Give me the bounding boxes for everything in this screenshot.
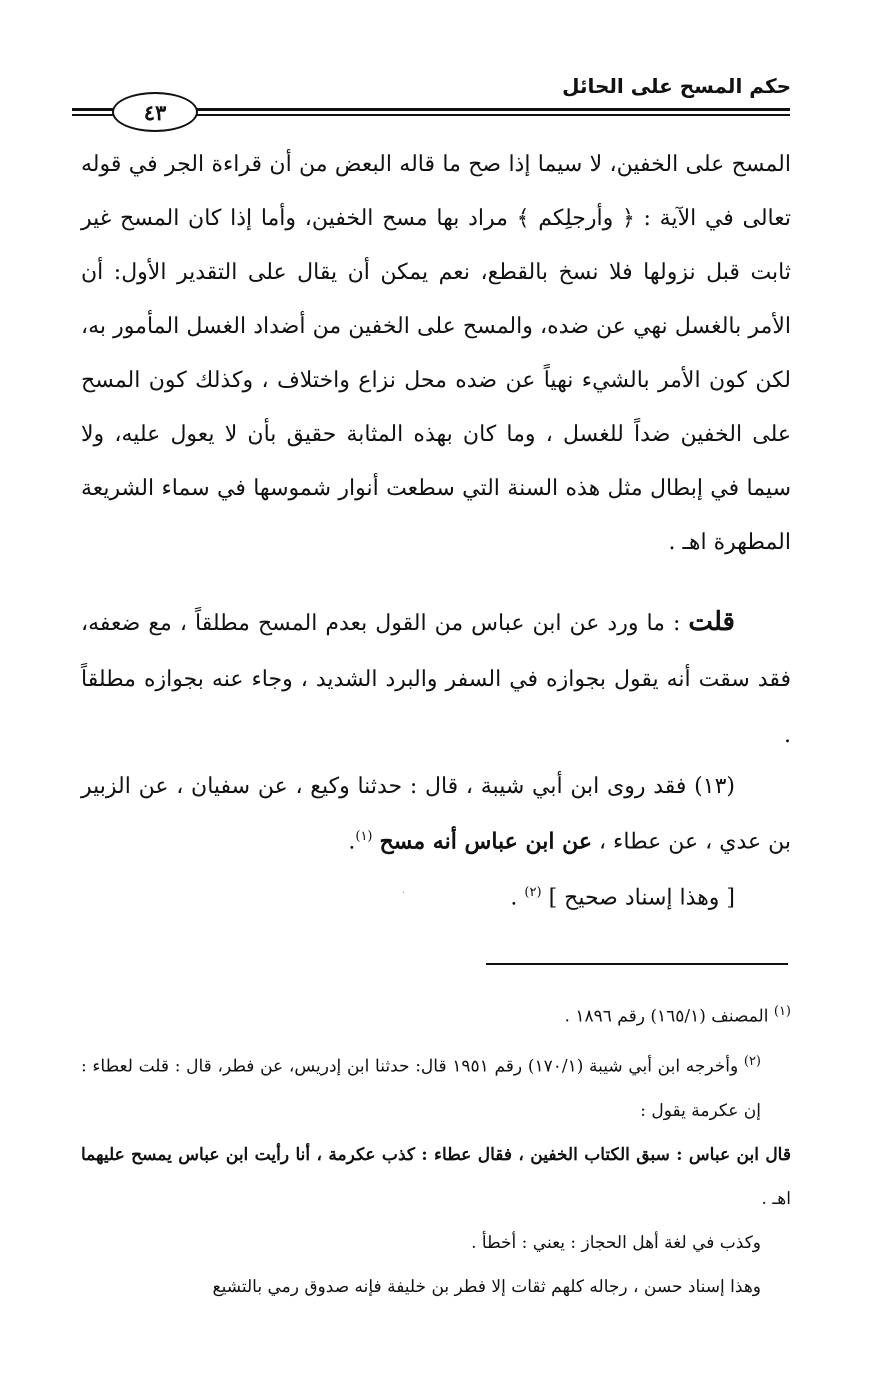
- footnote-2-quote: [81, 1133, 791, 1221]
- footnote-2-note: وكذب في لغة أهل الحجاز : يعني : أخطأ .: [471, 1232, 761, 1253]
- paragraph-4-end: .: [510, 885, 525, 911]
- paragraph-2: [81, 594, 791, 764]
- paragraph-3-bold: عن ابن عباس أنه مسح: [379, 828, 592, 855]
- footnote-2-text: وأخرجه ابن أبي شيبة (١٧٠/١) رقم ١٩٥١ قال: حدثنا ابن إدريس، عن فطر، قال : قلت لعطاء : إن عكرمة يقول :: [81, 1056, 761, 1121]
- footnote-1-text: المصنف (١٦٥/١) رقم ١٨٩٦ .: [564, 1006, 774, 1027]
- footnote-separator: [486, 963, 788, 965]
- footnote-2-quote-end: اهـ .: [761, 1188, 791, 1209]
- paragraph-3: [81, 762, 791, 867]
- paragraph-2-text: : ما ورد عن ابن عباس من القول بعدم المسح مطلقاً ، مع ضعفه، فقد سقت أنه يقول بجوازه في السفر والبرد الشديد ، وجاء عنه بجوازه مطلقاً .: [81, 611, 791, 748]
- running-title: حكم المسح على الحائل: [562, 74, 791, 98]
- paragraph-2-lead: قلت: [688, 607, 735, 637]
- footnote-ref-2: (٢): [524, 885, 542, 900]
- paragraph-3-end: .: [348, 829, 356, 855]
- paragraph-4-text: [ وهذا إسناد صحيح ]: [548, 885, 735, 911]
- paragraph-4: [135, 868, 735, 923]
- footnote-2-mark: (٢): [743, 1054, 761, 1069]
- footnote-2-quote-bold: قال ابن عباس : سبق الكتاب الخفين ، فقال عطاء : كذب عكرمة ، أنا رأيت ابن عباس يمسح عليهما: [81, 1144, 791, 1165]
- ink-speck: ·: [402, 888, 406, 899]
- page-number-oval: [112, 92, 198, 132]
- page-number: ٤٣: [143, 99, 167, 125]
- footnote-2-line-1: [81, 1040, 791, 1133]
- footnote-1-mark: (١): [773, 1004, 791, 1019]
- footnote-1: [81, 990, 791, 1039]
- paragraph-3-text: (١٣) فقد روى ابن أبي شيبة ، قال : حدثنا وكيع ، عن سفيان ، عن الزبير بن عدي ، عن عطاء ،: [81, 774, 791, 855]
- footnote-ref-1: (١): [355, 829, 373, 844]
- footnote-2: [81, 1040, 791, 1309]
- paragraph-1: المسح على الخفين، لا سيما إذا صح ما قاله البعض من أن قراءة الجر في قوله تعالى في الآية : ﴿ وأرجلِكم ﴾ مراد بها مسح الخفين، وأما إذا كان المسح غير ثابت قبل نزولها فلا نسخ بالقطع، نعم يمكن أن يقال على التقدير الأول: أن الأمر بالغسل نهي عن ضده، والمسح على الخفين من أضداد الغسل المأمور به، لكن كون الأمر بالشيء نهياً عن ضده محل نزاع واختلاف ، وكذلك كون المسح على الخفين ضداً للغسل ، وما كان بهذه المثابة حقيق بأن لا يعول عليه، ولا سيما في إبطال مثل هذه السنة التي سطعت أنوار شموسها في سماء الشريعة المطهرة اهـ .: [81, 152, 791, 555]
- footnote-2-isnad: وهذا إسناد حسن ، رجاله كلهم ثقات إلا فطر بن خليفة فإنه صدوق رمي بالتشيع: [212, 1276, 761, 1297]
